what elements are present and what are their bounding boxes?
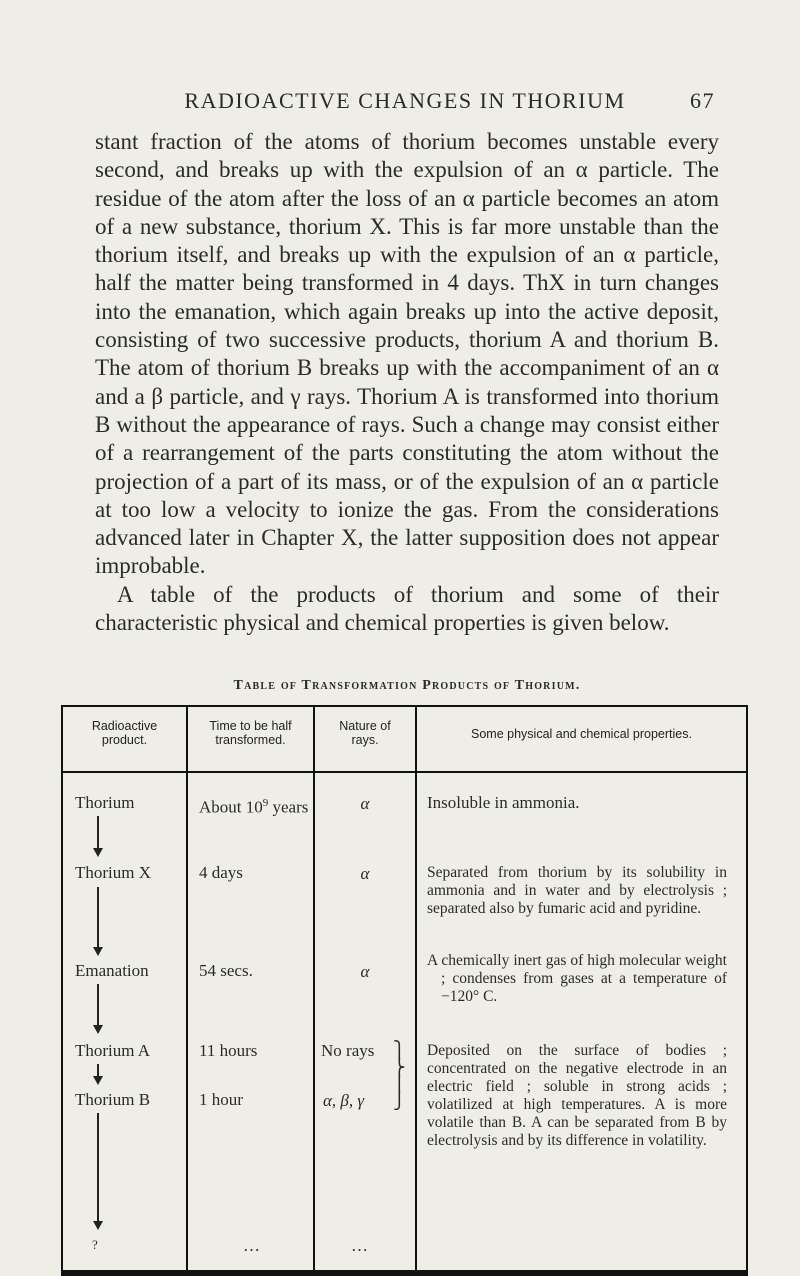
time-thorium-a: 11 hours [199, 1041, 258, 1060]
rays-emanation: α [360, 962, 370, 981]
body-text [95, 128, 719, 637]
brace-middle: ⎬ [393, 1058, 406, 1077]
running-header [95, 88, 715, 114]
rays-thorium-x: α [360, 864, 370, 883]
decay-arrow [97, 1113, 99, 1223]
decay-arrow [97, 984, 99, 1027]
product-thorium: Thorium [75, 793, 135, 812]
column-divider [186, 707, 188, 1270]
header-time: Time to be half transformed. [209, 719, 292, 747]
running-title: RADIOACTIVE CHANGES IN THORIUM [184, 88, 626, 113]
props-emanation: A chemically inert gas of high molecular weight ; condenses from gases at a temperature of −120° C. [427, 952, 727, 1005]
brace-top: ⎫ [393, 1041, 406, 1060]
product-unknown: ? [92, 1237, 98, 1252]
arrow-down-icon [93, 1076, 103, 1085]
props-thorium-x: Separated from thorium by its solubility in ammonia and in water and by electrolysis ; separated also by fumaric acid and pyridine. [427, 864, 727, 917]
time-thorium-b: 1 hour [199, 1090, 243, 1109]
rays-thorium-b: α, β, γ [323, 1091, 365, 1110]
arrow-down-icon [93, 1025, 103, 1034]
product-thorium-a: Thorium A [75, 1041, 151, 1060]
time-emanation: 54 secs. [199, 961, 253, 980]
decay-arrow [97, 887, 99, 949]
time-thorium-x: 4 days [199, 863, 243, 882]
time-unknown: … [243, 1236, 260, 1255]
header-rays: Nature of rays. [339, 719, 391, 747]
header-product: Radioactive product. [91, 719, 158, 747]
paragraph-2: A table of the products of thorium and some of their characteristic physical and chemical properties is given below. [95, 581, 719, 636]
rays-unknown: … [351, 1236, 368, 1255]
rays-thorium-a: No rays [321, 1041, 375, 1060]
page-number: 67 [690, 88, 715, 113]
props-thorium: Insoluble in ammonia. [427, 793, 580, 812]
paragraph-1: stant fraction of the atoms of thorium becomes unstable every second, and breaks up with the expulsion of an α particle. The residue of the atom after the loss of an α particle becomes an atom of a new substance, thorium X. This is far more unstable than the thorium itself, and breaks up with the expulsion of an α particle, half the matter being transformed in 4 days. ThX in turn changes into the emanation, which again breaks up into the active deposit, consisting of two successive products, thorium A and thorium B. The atom of thorium B breaks up with the accompaniment of an α and a β particle, and γ rays. Thorium A is transformed into thorium B without the appearance of rays. Such a change may consist either of a rearrangement of the parts constituting the atom without the projection of a part of its mass, or of the expulsion of an α particle at too low a velocity to ionize the gas. From the considerations advanced later in Chapter X, the latter supposition does not appear improbable. [95, 129, 719, 579]
header-properties: Some physical and chemical properties. [471, 727, 692, 741]
header-divider [63, 771, 746, 773]
rays-thorium: α [360, 794, 370, 813]
props-active-deposit: Deposited on the surface of bodies ; concentrated on the negative electrode in an electric field ; soluble in strong acids ; volatilized at high temperatures. A is more volatile than B. A can be separated from B by electrolysis and by its difference in volatility. [427, 1042, 727, 1149]
decay-arrow [97, 816, 99, 850]
transformation-table [61, 705, 748, 1276]
product-emanation: Emanation [75, 961, 149, 980]
product-thorium-b: Thorium B [75, 1090, 151, 1109]
brace-bottom: ⎭ [393, 1091, 406, 1110]
arrow-down-icon [93, 947, 103, 956]
column-divider [415, 707, 417, 1270]
column-divider [313, 707, 315, 1270]
brace-middle: ⎪ [393, 1075, 406, 1094]
time-thorium: About $10^9$ years [199, 797, 309, 817]
table-caption: Table of Transformation Products of Thorium. [233, 678, 581, 693]
arrow-down-icon [93, 1221, 103, 1230]
arrow-down-icon [93, 848, 103, 857]
product-thorium-x: Thorium X [75, 863, 152, 882]
